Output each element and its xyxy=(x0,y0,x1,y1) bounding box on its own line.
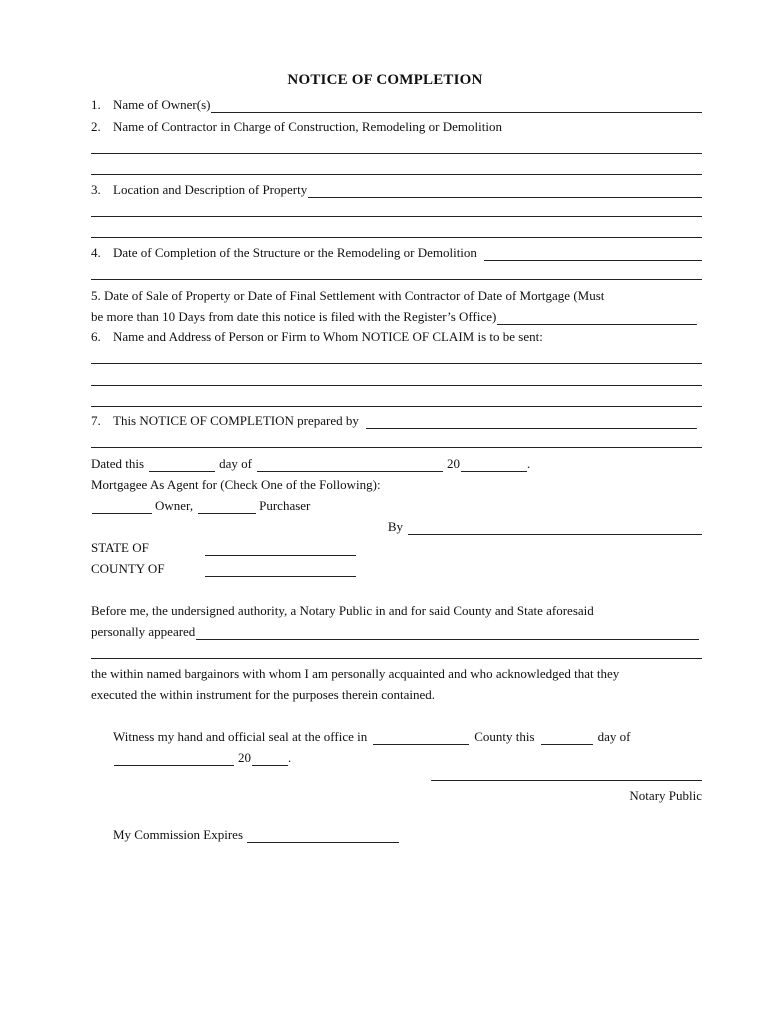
state-row xyxy=(91,538,702,556)
dated-month-field[interactable] xyxy=(257,458,443,472)
sale-date-field[interactable] xyxy=(497,311,697,325)
before-me-row xyxy=(91,601,702,619)
county-label: COUNTY OF xyxy=(91,561,165,576)
claim-recipient-field-line-1[interactable] xyxy=(91,363,702,364)
notary-public-label: Notary Public xyxy=(629,788,702,803)
item-sale-date-row-2 xyxy=(91,307,697,325)
dated-end: . xyxy=(526,456,531,471)
location-label: Location and Description of Property xyxy=(113,182,308,197)
completion-date-field-line-2[interactable] xyxy=(91,279,702,280)
mortgagee-row xyxy=(91,475,702,493)
witness-day-of-label: day of xyxy=(597,729,631,744)
personally-appeared-row xyxy=(91,622,699,640)
witness-county-field[interactable] xyxy=(373,731,469,745)
commission-expires-field[interactable] xyxy=(247,829,399,843)
bargainors-row-1 xyxy=(91,664,702,682)
owner-check-field[interactable] xyxy=(92,500,152,514)
state-field[interactable] xyxy=(205,542,356,556)
mortgagee-label: Mortgagee As Agent for (Check One of the Following): xyxy=(91,477,381,492)
item-number: 4. xyxy=(91,245,101,260)
day-of-label: day of xyxy=(219,456,252,471)
item-prepared-by-row xyxy=(91,411,697,429)
claim-recipient-field-line-2[interactable] xyxy=(91,385,702,386)
county-row xyxy=(91,559,702,577)
purchaser-check-field[interactable] xyxy=(198,500,256,514)
dated-label: Dated this xyxy=(91,456,145,471)
completion-date-field[interactable] xyxy=(484,247,702,261)
item-contractor-row xyxy=(91,117,702,135)
location-field-line-2[interactable] xyxy=(91,216,702,217)
completion-date-label: Date of Completion of the Structure or the Remodeling or Demolition xyxy=(113,245,477,260)
witness-year-field[interactable] xyxy=(252,752,288,766)
location-field-line-3[interactable] xyxy=(91,237,702,238)
purchaser-option-label: Purchaser xyxy=(259,498,311,513)
sale-date-label-line-1: 5. Date of Sale of Property or Date of Final Settlement with Contractor of Date of Mortgage (Must xyxy=(91,288,605,303)
location-field[interactable] xyxy=(308,184,702,198)
year-prefix: 20 xyxy=(446,456,460,471)
claim-recipient-field-line-3[interactable] xyxy=(91,406,702,407)
dated-row xyxy=(91,454,702,472)
witness-day-field[interactable] xyxy=(541,731,593,745)
item-sale-date-row-1 xyxy=(91,286,702,304)
personally-appeared-label: personally appeared xyxy=(91,624,196,639)
witness-row-1 xyxy=(113,727,703,745)
notary-signature-field[interactable] xyxy=(431,780,702,781)
dated-day-field[interactable] xyxy=(149,458,215,472)
prepared-by-label: This NOTICE OF COMPLETION prepared by xyxy=(113,413,359,428)
claim-recipient-label: Name and Address of Person or Firm to Whom NOTICE OF CLAIM is to be sent: xyxy=(113,329,543,344)
witness-label: Witness my hand and official seal at the office in xyxy=(113,729,368,744)
sale-date-label-line-2: be more than 10 Days from date this notice is filed with the Register’s Office) xyxy=(91,309,497,324)
witness-row-2 xyxy=(113,748,413,766)
commission-label: My Commission Expires xyxy=(113,827,244,842)
prepared-by-field[interactable] xyxy=(366,415,697,429)
by-label: By xyxy=(387,519,403,534)
owner-option-label: Owner, xyxy=(155,498,194,513)
before-me-text: Before me, the undersigned authority, a Notary Public in and for said County and State aforesaid xyxy=(91,603,594,618)
witness-month-field[interactable] xyxy=(114,752,234,766)
witness-year-prefix: 20 xyxy=(238,750,251,765)
personally-appeared-field-line-2[interactable] xyxy=(91,658,702,659)
item-location-row xyxy=(91,180,702,198)
notary-public-row xyxy=(91,786,702,804)
item-number: 3. xyxy=(91,182,101,197)
owner-field[interactable] xyxy=(211,99,702,113)
item-number: 7. xyxy=(91,413,101,428)
owner-label: Name of Owner(s) xyxy=(113,97,211,112)
agent-options-row xyxy=(91,496,702,514)
bargainors-text-1: the within named bargainors with whom I am personally acquainted and who acknowledged that they xyxy=(91,666,620,681)
county-this-label: County this xyxy=(474,729,535,744)
bargainors-row-2 xyxy=(91,685,702,703)
item-completion-date-row xyxy=(91,243,702,261)
county-field[interactable] xyxy=(205,563,356,577)
by-row xyxy=(91,517,702,535)
by-signature-field[interactable] xyxy=(408,521,702,535)
item-owner-row xyxy=(91,95,702,113)
contractor-field-line-1[interactable] xyxy=(91,153,702,154)
witness-end: . xyxy=(288,750,292,765)
item-number: 1. xyxy=(91,97,101,112)
item-number: 2. xyxy=(91,119,101,134)
bargainors-text-2: executed the within instrument for the purposes therein contained. xyxy=(91,687,436,702)
contractor-field-line-2[interactable] xyxy=(91,174,702,175)
personally-appeared-field[interactable] xyxy=(196,626,699,640)
contractor-label: Name of Contractor in Charge of Construction, Remodeling or Demolition xyxy=(113,119,502,134)
item-number: 6. xyxy=(91,329,101,344)
form-title: NOTICE OF COMPLETION xyxy=(287,72,483,88)
item-claim-recipient-row xyxy=(91,327,702,345)
commission-row xyxy=(113,825,433,843)
dated-year-field[interactable] xyxy=(461,458,527,472)
prepared-by-field-line-2[interactable] xyxy=(91,447,702,448)
state-label: STATE OF xyxy=(91,540,149,555)
